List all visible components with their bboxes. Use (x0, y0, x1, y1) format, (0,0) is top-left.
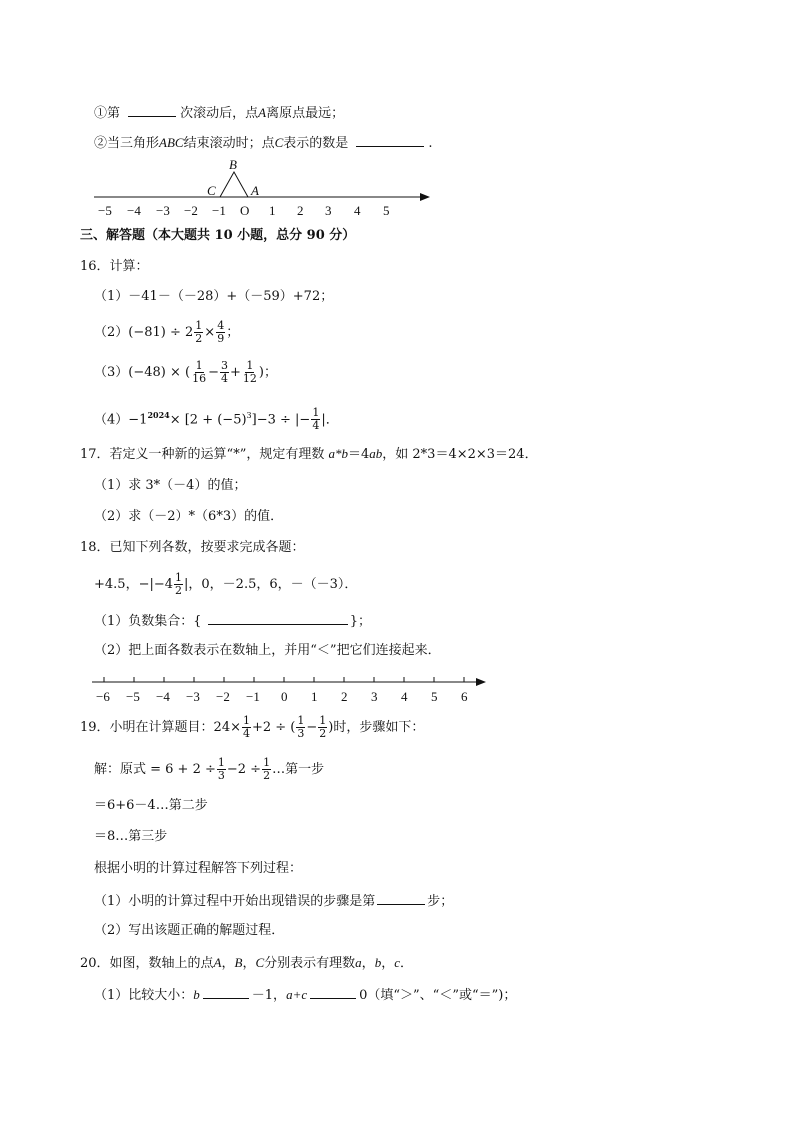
q19-step3: ＝8…第三步 (94, 829, 168, 844)
fraction: $\frac{1}{3}$ (297, 714, 305, 740)
q20-part1 (94, 985, 516, 1005)
q18-p1-prefix: （1）负数集合：{ (94, 614, 202, 629)
q20-p1-suffix: 0（填“＞”、“＜”或“＝”)； (359, 988, 517, 1003)
q16-p4-mid: × [2 + (−5) (169, 412, 247, 428)
q19-step2: ＝6+6－4…第二步 (94, 798, 208, 813)
axis-tick-label: −4 (156, 689, 170, 704)
axis-tick-label: −3 (186, 689, 200, 704)
fraction: $\frac{1}{4}$ (242, 714, 250, 740)
q17-title (80, 445, 538, 464)
q15-blank-1[interactable] (128, 103, 176, 117)
axis-tick-label: −6 (96, 689, 110, 704)
triangle-abc-label: ABC (159, 135, 184, 150)
q20-p1-mid: －1， (251, 988, 287, 1003)
point-c-label: C (274, 135, 284, 150)
separator: ， (221, 956, 235, 971)
fraction: $\frac{3}{4}$ (221, 359, 228, 385)
q19-p1-prefix: （1）小明的计算过程中开始出现错误的步骤是第 (94, 894, 376, 909)
axis-tick-label: −1 (246, 689, 260, 704)
q15-part2-text2: 表示的数是 (283, 136, 349, 151)
q20-title-prefix: 20．如图，数轴上的点 (80, 956, 214, 971)
axis-tick-label: −2 (216, 689, 230, 704)
q19-title-prefix: 19．小明在计算题目： (80, 720, 214, 735)
q18-nums-suffix: |，0，－2.5，6，－（－3）． (184, 577, 358, 592)
q19-title-suffix: )时，步骤如下： (328, 720, 425, 735)
q19-part1 (94, 891, 453, 911)
q17-definition: a*b (328, 446, 348, 461)
axis-tick-label: 6 (461, 689, 468, 704)
q19-s1-prefix: 解：原式 = 6 + 2 ÷ (94, 762, 216, 777)
q15-part2-prefix: ②当三角形 (94, 136, 160, 151)
separator: ， (381, 956, 395, 971)
q16-p4-prefix: （4）−1 (94, 412, 148, 428)
q17-rest: ，如 2*3＝4×2×3＝24． (382, 447, 538, 462)
fig-tick-label: 2 (297, 203, 304, 218)
q16-part3 (94, 358, 277, 388)
separator: ， (242, 956, 256, 971)
point-c: C (255, 955, 265, 970)
q18-number-line (88, 668, 492, 708)
minus-sign: − (208, 365, 219, 380)
end-mark: |． (321, 412, 339, 428)
fig-tick-label: 1 (269, 203, 276, 218)
q20-p1-prefix: （1）比较大小： (94, 988, 194, 1003)
fig-tick-label: 5 (383, 203, 390, 218)
fig-tick-label: 4 (354, 203, 361, 218)
var-b: b (374, 955, 382, 970)
fraction: $\frac{1}{2}$ (195, 319, 203, 345)
q19-step-blank[interactable] (377, 891, 425, 905)
axis-tick-label: 2 (341, 689, 348, 704)
fig-tick-label: −2 (184, 203, 198, 218)
q16-part2 (94, 318, 239, 348)
q15-part2-text: 结束滚动时；点 (183, 136, 275, 151)
q17-eq: ＝4 (347, 447, 370, 462)
axis-tick-label: −5 (126, 689, 140, 704)
section-3-heading: 三、解答题（本大题共 10 小题，总分 90 分） (80, 228, 356, 243)
q19-s1-mid: −2 ÷ (226, 762, 262, 777)
compare-blank-2[interactable] (310, 985, 356, 999)
q16-p4-mid2: ]−3 ÷ |− (251, 412, 311, 428)
q17-part1: （1）求 3*（－4）的值； (94, 478, 247, 493)
q20-title-mid: 分别表示有理数 (264, 956, 356, 971)
fig-tick-label: −5 (98, 203, 112, 218)
fig-tick-label: 3 (325, 203, 332, 218)
fig-label-b: B (229, 157, 237, 172)
fig-tick-label: −3 (156, 203, 170, 218)
axis-tick-label: 3 (371, 689, 378, 704)
compare-blank-1[interactable] (203, 985, 249, 999)
q19-s1-suffix: …第一步 (272, 762, 325, 777)
q16-part4 (94, 400, 339, 435)
q18-p1-suffix: }； (349, 614, 371, 629)
q15-part1-text: 次滚动后，点 (180, 106, 259, 121)
fig-tick-label: −1 (212, 203, 226, 218)
fraction: $\frac{1}{2}$ (175, 571, 183, 597)
axis-tick-label: 4 (401, 689, 408, 704)
q18-title: 18．已知下列各数，按要求完成各题： (80, 540, 305, 555)
end-mark: ． (399, 956, 413, 971)
point-b: B (234, 955, 243, 970)
q20-title (80, 954, 413, 973)
q16-p2-prefix: （2）(−81) ÷ 2 (94, 325, 194, 340)
var-b: b (193, 987, 200, 1002)
axis-ticks (96, 677, 468, 704)
q15-part1 (94, 103, 344, 123)
q18-numbers (94, 570, 357, 600)
q19-expr-24: 24× (213, 720, 241, 735)
end-mark: ； (226, 325, 240, 340)
end-mark: )； (258, 365, 277, 380)
fraction: $\frac{1}{2}$ (263, 756, 271, 782)
separator: ， (361, 956, 375, 971)
q17-ab: ab (369, 446, 383, 461)
q17-text: 17．若定义一种新的运算“*”，规定有理数 (80, 447, 325, 462)
fraction: $\frac{1}{16}$ (192, 359, 207, 385)
q19-part2: （2）写出该题正确的解题过程． (94, 923, 285, 938)
q15-blank-2[interactable] (356, 133, 424, 147)
fig-tick-label: −4 (127, 203, 141, 218)
q19-intro: 根据小明的计算过程解答下列过程： (94, 861, 303, 876)
point-a-label: A (258, 105, 267, 120)
q19-step1 (94, 755, 324, 785)
q16-title: 16．计算： (80, 259, 149, 274)
q17-part2: （2）求（－2）*（6*3）的值． (94, 509, 284, 524)
expr-a-plus-c: a+c (286, 987, 308, 1002)
point-a: A (213, 955, 222, 970)
q15-number-line-figure (88, 155, 438, 221)
q15-part2 (94, 133, 433, 153)
q18-part2: （2）把上面各数表示在数轴上，并用“＜”把它们连接起来． (94, 643, 441, 658)
fig-label-c: C (207, 183, 216, 198)
fraction: $\frac{1}{2}$ (319, 714, 327, 740)
axis-tick-label: 1 (311, 689, 318, 704)
plus-sign: + (230, 365, 241, 380)
fraction: $\frac{4}{9}$ (217, 319, 225, 345)
exponent: 2024 (147, 410, 170, 420)
q19-title (80, 713, 424, 743)
var-a: a (355, 955, 362, 970)
q15-part2-end: . (428, 136, 433, 151)
fraction: $\frac{1}{3}$ (217, 756, 225, 782)
q19-p1-suffix: 步； (427, 894, 454, 909)
fraction: $\frac{1}{4}$ (312, 406, 320, 433)
fig-tick-labels (98, 203, 390, 218)
var-c: c (394, 955, 400, 970)
q15-part1-end: 离原点最远； (266, 106, 345, 121)
q16-p3-prefix: （3）(−48) × ( (94, 365, 191, 380)
fraction: $\frac{1}{12}$ (242, 359, 257, 385)
fig-tick-label: O (240, 203, 250, 218)
q18-part1 (94, 611, 371, 631)
axis-tick-label: 5 (431, 689, 438, 704)
q18-nums-prefix: +4.5，−|−4 (94, 577, 174, 592)
q16-part1: （1）－41－（－28）+（－59）+72； (94, 289, 334, 304)
q15-part1-prefix: ①第 (94, 106, 121, 121)
q19-expr-mid: +2 ÷ ( (251, 720, 296, 735)
fig-label-a: A (251, 183, 259, 198)
axis-tick-label: 0 (281, 689, 288, 704)
times-sign: × (204, 325, 216, 340)
negative-set-blank[interactable] (208, 611, 348, 625)
exponent: 3 (246, 411, 252, 420)
minus-sign: − (306, 720, 318, 735)
